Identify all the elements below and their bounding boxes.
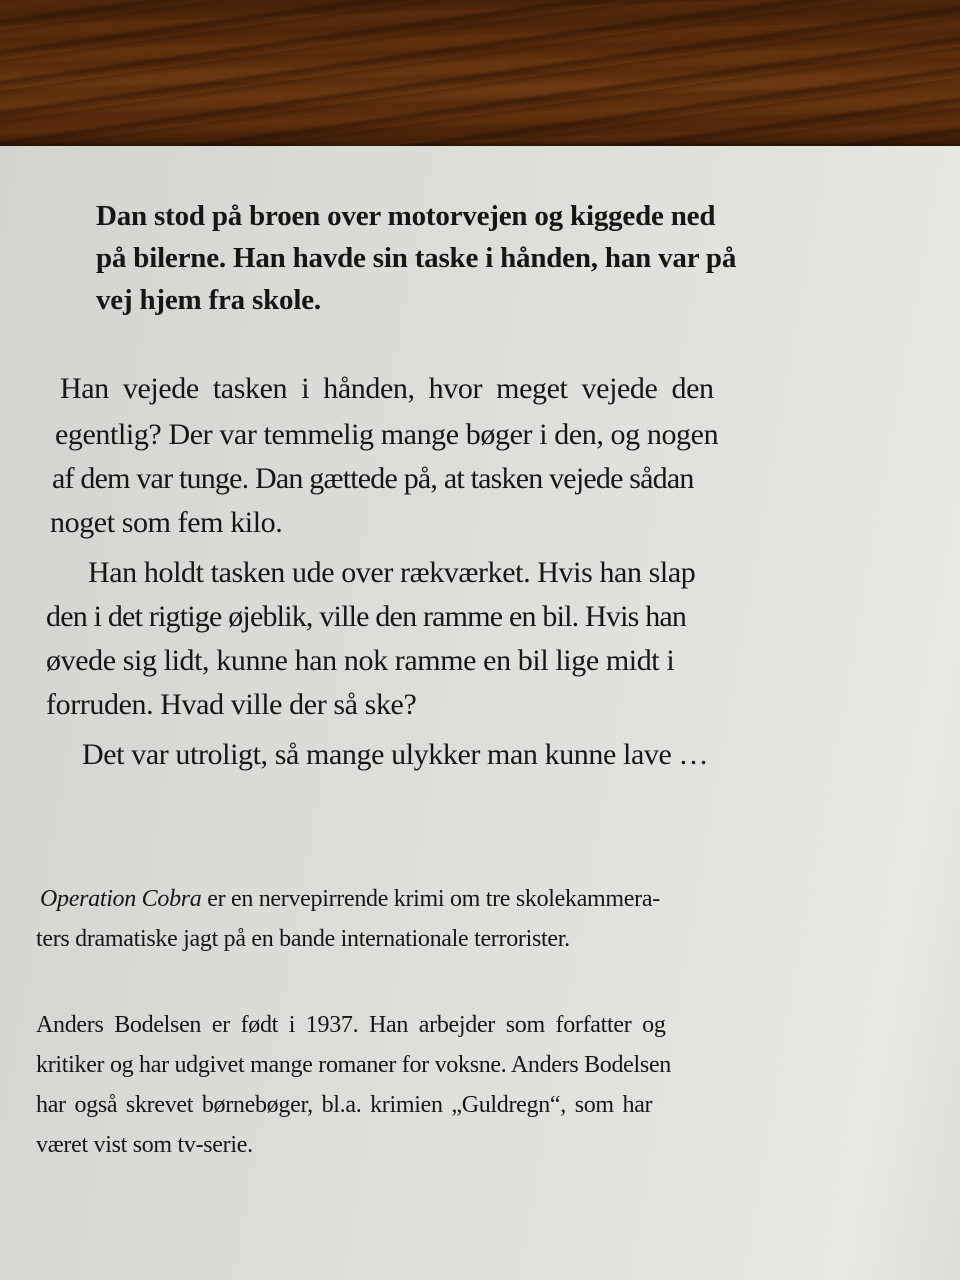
excerpt-line-1: Han vejede tasken i hånden, hvor meget vejede den (60, 372, 714, 405)
intro-line-2: på bilerne. Han havde sin taske i hånden, han var på (96, 242, 737, 274)
wooden-table (0, 0, 960, 146)
description-line-2: ters dramatiske jagt på en bande internationale terrorister. (36, 926, 570, 952)
excerpt-line-7: øvede sig lidt, kunne han nok ramme en bil lige midt i (46, 644, 675, 677)
excerpt-line-2: egentlig? Der var temmelig mange bøger i den, og nogen (55, 418, 719, 451)
book-title: Operation Cobra (40, 886, 202, 912)
excerpt-line-4: noget som fem kilo. (50, 506, 283, 539)
intro-line-1: Dan stod på broen over motorvejen og kiggede ned (96, 200, 716, 232)
excerpt-line-3: af dem var tunge. Dan gættede på, at tasken vejede sådan (52, 462, 694, 495)
excerpt-line-6: den i det rigtige øjeblik, ville den ramme en bil. Hvis han (46, 600, 687, 633)
excerpt-line-8: forruden. Hvad ville der så ske? (46, 688, 417, 721)
bio-line-3: har også skrevet børnebøger, bl.a. krimien „Guldregn“, som har (36, 1092, 653, 1118)
bio-line-1: Anders Bodelsen er født i 1937. Han arbejder som forfatter og (36, 1012, 666, 1038)
excerpt-line-9: Det var utroligt, så mange ulykker man kunne lave … (82, 738, 709, 771)
intro-line-3: vej hjem fra skole. (96, 284, 321, 316)
bio-line-4: været vist som tv-serie. (36, 1132, 253, 1158)
bio-line-2: kritiker og har udgivet mange romaner for voksne. Anders Bodelsen (36, 1052, 671, 1078)
description-line-1: Operation Cobra er en nervepirrende krimi om tre skolekammera- (40, 886, 660, 912)
excerpt-line-5: Han holdt tasken ude over rækværket. Hvis han slap (88, 556, 696, 589)
book-back-cover (0, 146, 960, 1280)
